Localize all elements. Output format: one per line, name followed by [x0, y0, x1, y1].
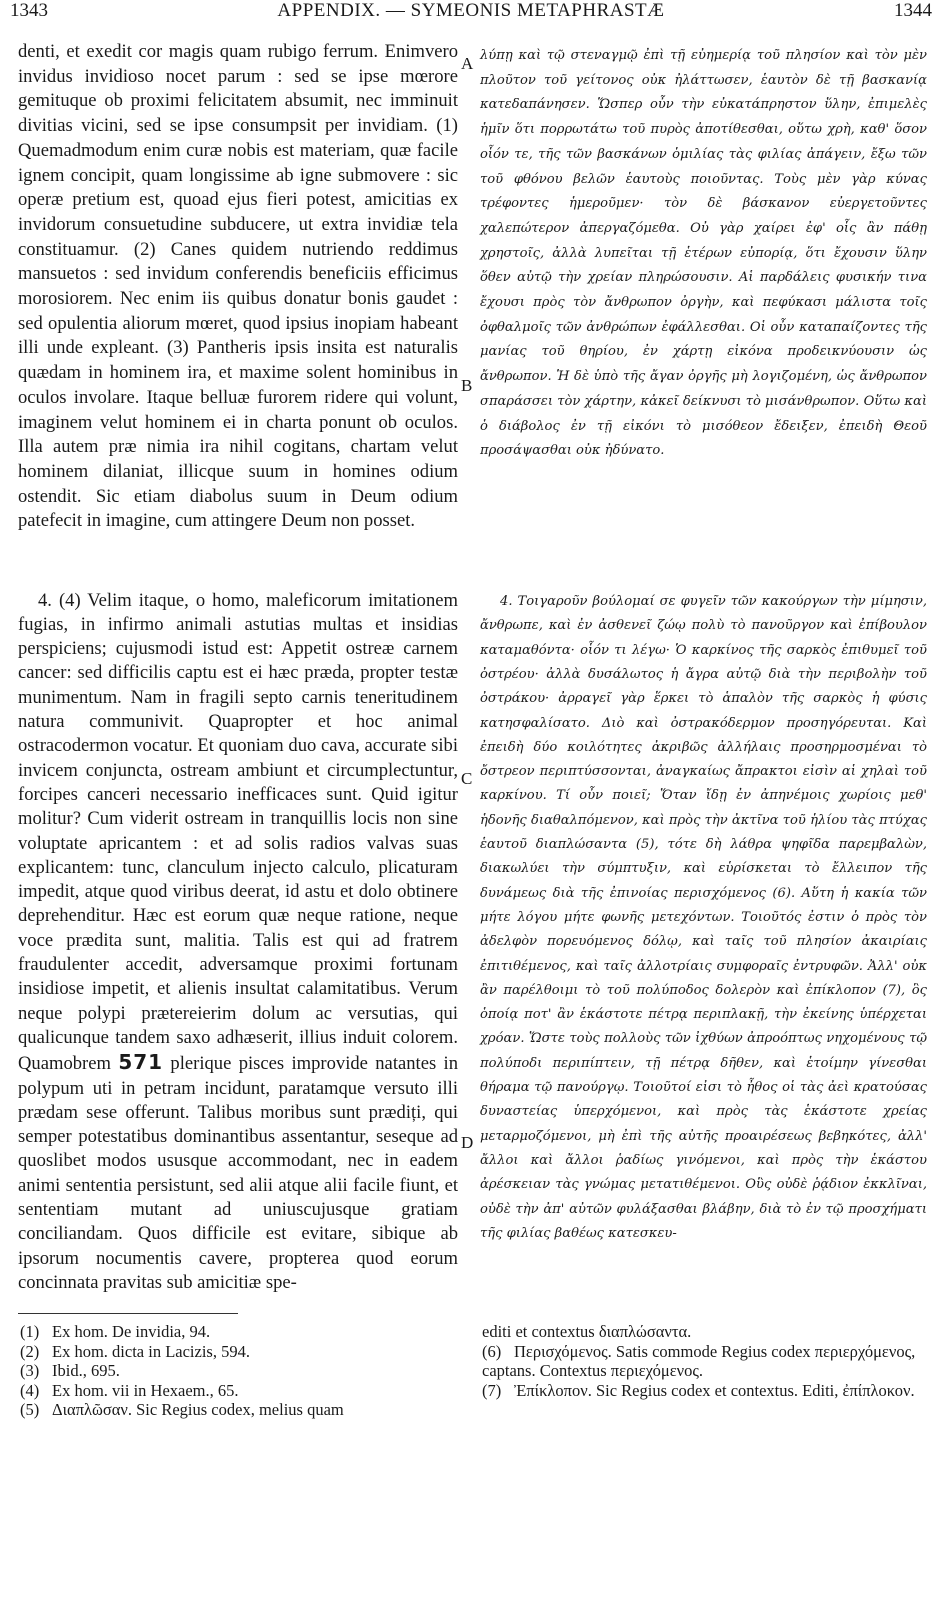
footnote: [482, 1381, 928, 1401]
footnote-text: Ibid., 695.: [52, 1361, 120, 1380]
footnote-number: (1): [20, 1322, 40, 1341]
column-marker-d: D: [461, 1133, 474, 1152]
footnote-text: editi et contextus διαπλώσαντα.: [482, 1322, 692, 1341]
footnotes-left: [20, 1322, 460, 1420]
footnotes-right: [482, 1322, 928, 1400]
footnote: [482, 1322, 928, 1342]
latin-paragraph-2: [18, 589, 458, 1296]
footnote-number: (2): [20, 1341, 40, 1361]
running-title: APPENDIX. — SYMEONIS METAPHRASTÆ: [277, 0, 665, 21]
greek-paragraph-1: λύπῃ καὶ τῷ στεναγμῷ ἐπὶ τῇ εὐημερίᾳ τοῦ πλησίον καὶ τὸν μὲν πλοῦτον τοῦ γείτονος οὐκ ἠλάττωσεν, ἑαυτὸν δὲ τῇ βασκανίᾳ κατεδαπάνησεν. Ὥσπερ οὖν τὴν εὐκατάπρηστον ὕλην, ἐπιμελὲς ἡμῖν ὅτι πορρωτάτω τοῦ πυρὸς ἀποτίθεσθαι, οὕτω χρὴ, καθ' ὅσον οἷόν τε, τῆς τῶν βασκάνων ὁμιλίας τὰς φιλίας ἀπάγειν, ἔξω τῶν τοῦ φθόνου βελῶν ἑαυτοὺς ποιοῦντας. Τοὺς μὲν γὰρ κύνας τρέφοντες ἡμεροῦμεν· τὸν δὲ βάσκανον εὐεργετοῦντες χαλεπώτερον ἀπεργαζόμεθα. Οὐ γὰρ χαίρει ἐφ' οἷς ἂν πάθῃ χρηστοῖς, ἀλλὰ λυπεῖται τῇ ἑτέρων εὐπορίᾳ, ὅτι ἔχουσιν ὕλην ὅθεν αὐτῷ τὴν χρείαν πληρώσουσιν. Αἱ παρδάλεις φυσικήν τινα ἔχουσι πρὸς τὸν ἄνθρωπον ὀργὴν, καὶ πεφύκασι μάλιστα τοῖς ὀφθαλμοῖς τῶν ἀνθρώπων ἐφάλλεσθαι. Οἱ οὖν καταπαίζοντες τῆς μανίας τοῦ θηρίου, ἐν χάρτῃ εἰκόνα προδεικνύουσιν ὡς ἄνθρωπον. Ἡ δὲ ὑπὸ τῆς ἄγαν ὀργῆς μὴ λογιζομένη, ὡς ἄνθρωπον σπαράσσει τὸν χάρτην, κἀκεῖ δείκνυσι τὸ μισάνθρωπον. Οὕτω καὶ ὁ διάβολος ἐν τῇ εἰκόνι τὸ μισόθεον ἔδειξεν, ἐπειδὴ Θεοῦ προσάψασθαι οὐκ ἠδύνατο.: [480, 48, 927, 459]
footnote-number: (4): [20, 1380, 40, 1400]
latin-paragraph-1: denti, et exedit cor magis quam rubigo ferrum. Enimvero invidus invidioso nocet parum : sed se ipse mœrore gemituque ob proximi felicitatem absumit, nec imminuit divitias vicini, sed se ipse consumpsit per invidiam. (1) Quemadmodum enim curæ nobis est materiam, quæ facile ignem concipit, quam longissime ab igne submovere : sic operæ pretium est, quoad ejus fieri potest, amicitias ex invidorum consuetudine subducere, ut extra invidiæ tela constituamur. (2) Canes quidem nutriendo reddimus mansuetos : sed invidum conferendis beneficiis efficimus morosiorem. Nec enim iis quibus donatur bonis gaudet : sed opulentia aliorum mœret, quod ipsius inopiam habeant illi unde expleant. (3) Pantheris ipsis insita est naturalis quædam in hominem ira, et maxime solent hominibus in oculos involare. Itaque belluæ furorem ridere qui volunt, imaginem velut hominem ei in charta ponunt ob oculos. Illa autem præ nimia ira nihil cogitans, chartam velut hominem dilaniat, illicque suum in homines odium ostendit. Sic etiam diabolus suum in Deum odium patefecit in imagine, cum attingere Deum non posset.: [18, 41, 458, 532]
footnote-text: Διαπλῶσαν. Sic Regius codex, melius quam: [52, 1400, 344, 1419]
latin-paragraph-2a: 4. (4) Velim itaque, o homo, maleficorum imitationem fugias, in infirmo animali astutias multas et insidias perspiciens; cujusmodi istud est: Appetit ostreæ carnem cancer: sed difficilis captu est ei hæc præda, propter testæ munimentum. Nam in fragili septo carnis teneritudinem natura communivit. Quapropter et hoc animal ostracodermon vocatur. Et quoniam duo cava, accurate sibi invicem conjuncta, ostream ambiunt et circumplectuntur, forcipes canceri necessario inefficaces sunt. Quid igitur molitur? Cum viderit ostream in tranquillis locis non sine voluptate apricantem : et ad solis radios valvas suas explicantem: tunc, clanculum injecto calculo, plicaturam impedit, atque quod viribus deerat, id astu et dolo obtinere deprehenditur. Hæc est eorum quæ neque ratione, neque voce prædita sunt, malitia. Talis est qui ad fratrem fraudulenter accedit, adversamque proximi fortunam insidiose impetit, et alienis insultat calamitatibus. Verum neque polypi prætereierim dolum ac versutias, qui qualicunque tandem saxo adhæserit, illius induit colorem. Quamobrem: [18, 589, 458, 1075]
footnote-text: Ex hom. De invidia, 94.: [52, 1322, 211, 1341]
greek-column-top: [480, 44, 927, 464]
footnote-number: (6): [482, 1341, 502, 1361]
footnote: [20, 1322, 460, 1342]
footnote-divider: [18, 1313, 238, 1314]
footnote-text: Ex hom. vii in Hexaem., 65.: [52, 1380, 239, 1400]
latin-column-bottom: [18, 570, 458, 1314]
footnote-number: (3): [20, 1361, 40, 1380]
greek-column-bottom: [480, 577, 927, 1259]
column-number: 571: [118, 1050, 164, 1075]
footnote: [20, 1342, 460, 1362]
footnote-text: Ex hom. dicta in Lacizis, 594.: [52, 1341, 250, 1361]
footnote: [20, 1361, 460, 1381]
footnote: [20, 1400, 460, 1420]
footnote-number: (5): [20, 1400, 40, 1419]
page-header: [10, 0, 932, 26]
footnote: [482, 1342, 928, 1381]
footnote: [20, 1381, 460, 1401]
column-marker-b: B: [461, 376, 473, 395]
footnote-text: Ἐπίκλοπον. Sic Regius codex et contextus. Editi, ἐπίπλοκον.: [514, 1380, 915, 1400]
latin-paragraph-2b: plerique pisces improvide natantes in polypum uti in petram incidunt, paratamque versuto illi prædam sese offerunt. Talibus moribus sunt prædiți, qui semper potestatibus dominantibus assentantur, seseque ad quoslibet modos ususque accommodant, nec in eadem animi sententia persistunt, sed alii atque alii facile fiunt, et sententiam mutant ad uniuscujusque gratiam conciliandam. Quos difficile est evitare, sibique ab ipsorum nocumentis cavere, propterea quod eorum concinnata pravitas sub amicitiæ spe-: [18, 1053, 458, 1293]
page-number-right: 1344: [894, 0, 932, 21]
latin-column-top: [18, 40, 458, 534]
column-marker-a: A: [461, 54, 474, 73]
page-number-left: 1343: [10, 0, 48, 21]
greek-paragraph-2: 4. Τοιγαροῦν βούλομαί σε φυγεῖν τῶν κακούργων τὴν μίμησιν, ἄνθρωπε, καὶ ἐν ἀσθενεῖ ζώῳ πολὺ τὸ πανοῦργον καὶ ἐπίβουλον καταμαθόντα· οἷόν τι λέγω· Ὁ καρκίνος τῆς σαρκὸς ἐπιθυμεῖ τοῦ ὀστρέου· ἀλλὰ δυσάλωτος ἡ ἄγρα αὐτῷ διὰ τὴν περιβολὴν τοῦ ὀστράκου· ἀρραγεῖ γὰρ ἕρκει τὸ ἁπαλὸν τῆς σαρκὸς ἡ φύσις κατησφαλίσατο. Διὸ καὶ ὀστρακόδερμον προσηγόρευται. Καὶ ἐπειδὴ δύο κοιλότητες ἀκριβῶς ἀλλήλαις προσηρμοσμέναι τὸ ὄστρεον περιπτύσσονται, ἀναγκαίως ἄπρακτοι εἰσὶν αἱ χηλαὶ τοῦ καρκίνου. Τί οὖν ποιεῖ; Ὅταν ἴδῃ ἐν ἀπηνέμοις χωρίοις μεθ' ἡδονῆς διαθαλπόμενον, καὶ πρὸς τὴν ἀκτῖνα τοῦ ἡλίου τὰς πτύχας ἑαυτοῦ διαπλώσαντα (5), τότε δὴ λάθρα ψηφῖδα παρεμβαλὼν, διακωλύει τὴν σύμπτυξιν, καὶ εὑρίσκεται τὸ ἔλλειπον τῆς δυνάμεως διὰ τῆς ἐπινοίας περισχόμενος (6). Αὕτη ἡ κακία τῶν μήτε λόγου μήτε φωνῆς μετεχόντων. Τοιοῦτός ἐστιν ὁ πρὸς τὸν ἀδελφὸν πορευόμενος δόλῳ, καὶ ταῖς τοῦ πλησίον ἀκαιρίαις ἐπιτιθέμενος, καὶ ταῖς ἀλλοτρίαις συμφοραῖς ἐντρυφῶν. Ἀλλ' οὐκ ἂν παρέλθοιμι τὸ τοῦ πολύποδος δολερὸν καὶ ἐπίκλοπον (7), ὃς ὁποίᾳ ποτ' ἂν ἑκάστοτε πέτρᾳ περιπλακῇ, τὴν ἐκείνης ὑπέρχεται χρόαν. Ὥστε τοὺς πολλοὺς τῶν ἰχθύων ἀπροόπτως νηχομένους τῷ πολύποδι περιπίπτειν, τῇ πέτρᾳ δῆθεν, καὶ ἑτοίμην γίνεσθαι θήραμα τῷ πανούργῳ. Τοιοῦτοί εἰσι τὸ ἦθος οἱ τὰς ἀεὶ κρατούσας δυναστείας ὑπερχόμενοι, καὶ πρὸς τὰς ἑκάστοτε χρείας μεταρμοζόμενοι, μὴ ἐπὶ τῆς αὐτῆς προαιρέσεως βεβηκότες, ἀλλ' ἄλλοι καὶ ἄλλοι ῥαδίως γινόμενοι, καὶ πρὸς τὴν ἑκάστου ἀρέσκειαν τὰς γνώμας μετατιθέμενοι. Οὓς οὐδὲ ῥᾴδιον ἐκκλῖναι, οὐδὲ τὴν ἀπ' αὐτῶν φυλάξασθαι βλάβην, διὰ τὸ ἐν τῷ προσχήματι τῆς φιλίας βαθέως κατεσκευ-: [480, 594, 927, 1241]
footnote-text: Περισχόμενος. Satis commode Regius codex περιερχόμενος, captans. Contextus περιεχόμενος.: [482, 1341, 916, 1380]
footnote-number: (7): [482, 1380, 502, 1400]
column-marker-c: C: [461, 769, 473, 788]
